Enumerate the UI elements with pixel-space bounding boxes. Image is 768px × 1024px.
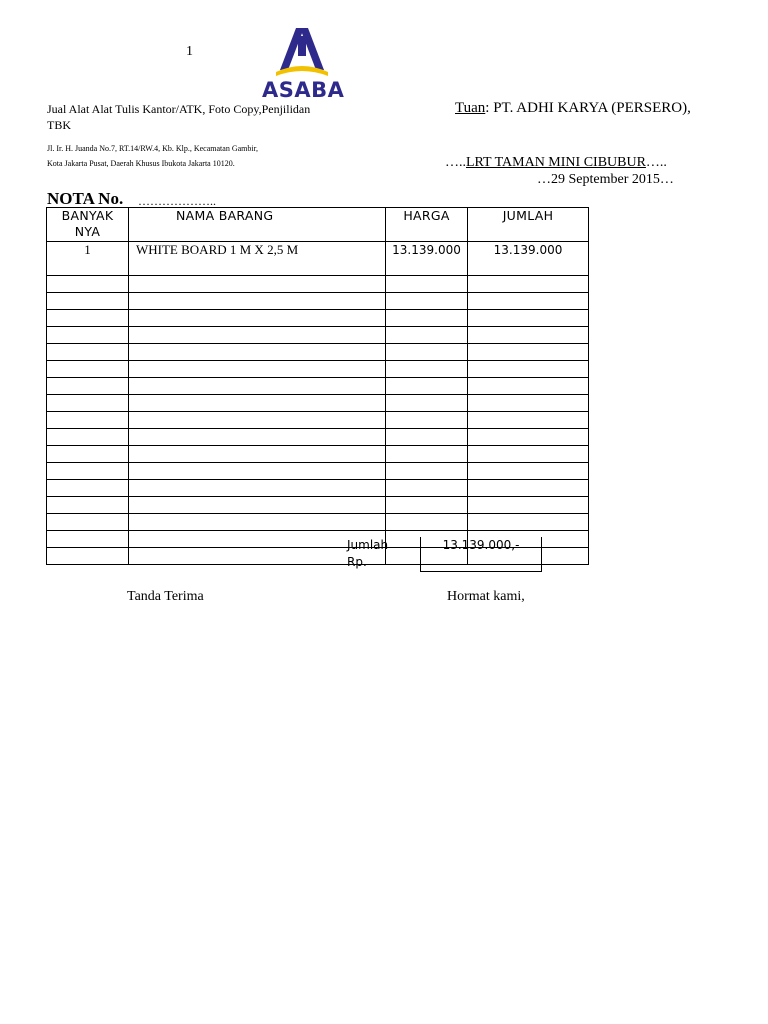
empty-cell (47, 480, 129, 497)
empty-cell (386, 412, 468, 429)
empty-cell (468, 463, 589, 480)
table-row (47, 327, 589, 344)
empty-cell (386, 310, 468, 327)
empty-cell (386, 463, 468, 480)
column-header-amount: JUMLAH (468, 208, 589, 242)
address-line-1: Jl. Ir. H. Juanda No.7, RT.14/RW.4, Kb. Klp., Kecamatan Gambir, (47, 144, 258, 153)
table-row (47, 293, 589, 310)
empty-cell (468, 378, 589, 395)
empty-cell (129, 412, 386, 429)
empty-cell (47, 395, 129, 412)
business-description: Jual Alat Alat Tulis Kantor/ATK, Foto Copy,Penjilidan (47, 102, 311, 116)
empty-cell (468, 412, 589, 429)
project-name: LRT TAMAN MINI CIBUBUR (466, 155, 646, 170)
empty-cell (468, 327, 589, 344)
empty-cell (47, 548, 129, 565)
items-table (46, 207, 589, 565)
empty-cell (47, 497, 129, 514)
empty-cell (468, 514, 589, 531)
project-prefix: ….. (445, 155, 466, 170)
empty-cell (129, 463, 386, 480)
empty-cell (47, 327, 129, 344)
empty-cell (47, 412, 129, 429)
empty-cell (386, 327, 468, 344)
empty-cell (129, 514, 386, 531)
item-amount: 13.139.000 (468, 242, 589, 276)
total-label: Jumlah Rp. (347, 538, 389, 569)
table-row (47, 412, 589, 429)
project-suffix: ….. (645, 155, 667, 170)
empty-cell (47, 446, 129, 463)
table-row (47, 344, 589, 361)
business-description-continued: TBK (47, 118, 71, 132)
empty-cell (468, 293, 589, 310)
column-header-price: HARGA (386, 208, 468, 242)
receiver-signature-label: Tanda Terima (127, 589, 204, 604)
table-row (47, 361, 589, 378)
empty-cell (47, 429, 129, 446)
table-row (47, 463, 589, 480)
nota-number: ……………….. (138, 194, 216, 208)
empty-cell (129, 361, 386, 378)
empty-cell (386, 344, 468, 361)
empty-cell (47, 310, 129, 327)
empty-cell (129, 327, 386, 344)
empty-cell (468, 497, 589, 514)
table-row (47, 310, 589, 327)
empty-cell (468, 429, 589, 446)
empty-cell (47, 293, 129, 310)
empty-cell (47, 531, 129, 548)
table-row (47, 446, 589, 463)
empty-cell (386, 514, 468, 531)
empty-cell (386, 293, 468, 310)
empty-cell (129, 276, 386, 293)
page-number: 1 (186, 44, 193, 59)
nota-title: NOTA No. (47, 189, 124, 208)
recipient-label: Tuan (455, 100, 486, 116)
address-line-2: Kota Jakarta Pusat, Daerah Khusus Ibukota Jakarta 10120. (47, 159, 235, 168)
empty-cell (386, 446, 468, 463)
asaba-logo-icon (274, 26, 330, 78)
logo-text: ASABA (262, 78, 345, 102)
recipient-line (455, 100, 691, 117)
table-row (47, 497, 589, 514)
empty-cell (129, 395, 386, 412)
empty-cell (386, 429, 468, 446)
item-price: 13.139.000 (386, 242, 468, 276)
empty-cell (386, 361, 468, 378)
table-header-row (47, 208, 589, 242)
empty-cell (47, 514, 129, 531)
table-row (47, 480, 589, 497)
empty-cell (468, 276, 589, 293)
empty-cell (468, 344, 589, 361)
recipient-name: : PT. ADHI KARYA (PERSERO), (485, 100, 691, 116)
empty-cell (47, 276, 129, 293)
empty-cell (386, 480, 468, 497)
empty-cell (468, 446, 589, 463)
empty-cell (47, 361, 129, 378)
empty-cell (468, 480, 589, 497)
total-value: 13.139.000,- (420, 537, 542, 572)
empty-cell (129, 497, 386, 514)
project-line (445, 155, 667, 171)
nota-date: …29 September 2015… (537, 172, 674, 187)
empty-cell (47, 344, 129, 361)
item-name: WHITE BOARD 1 M X 2,5 M (129, 242, 386, 276)
empty-cell (468, 310, 589, 327)
empty-cell (129, 480, 386, 497)
empty-cell (386, 395, 468, 412)
empty-cell (129, 344, 386, 361)
empty-cell (468, 361, 589, 378)
table-row (47, 429, 589, 446)
empty-cell (129, 293, 386, 310)
empty-cell (129, 429, 386, 446)
table-row (47, 395, 589, 412)
empty-cell (47, 463, 129, 480)
sender-signature-label: Hormat kami, (447, 589, 525, 604)
column-header-quantity: BANYAK NYA (47, 208, 129, 242)
empty-cell (386, 497, 468, 514)
empty-cell (47, 378, 129, 395)
empty-cell (468, 395, 589, 412)
empty-cell (129, 446, 386, 463)
item-quantity: 1 (47, 242, 129, 276)
table-row (47, 276, 589, 293)
empty-cell (129, 310, 386, 327)
empty-cell (129, 378, 386, 395)
table-row (47, 514, 589, 531)
table-row (47, 378, 589, 395)
empty-cell (386, 276, 468, 293)
table-row (47, 242, 589, 276)
empty-cell (386, 378, 468, 395)
column-header-item-name: NAMA BARANG (129, 208, 386, 242)
company-logo (262, 26, 345, 106)
